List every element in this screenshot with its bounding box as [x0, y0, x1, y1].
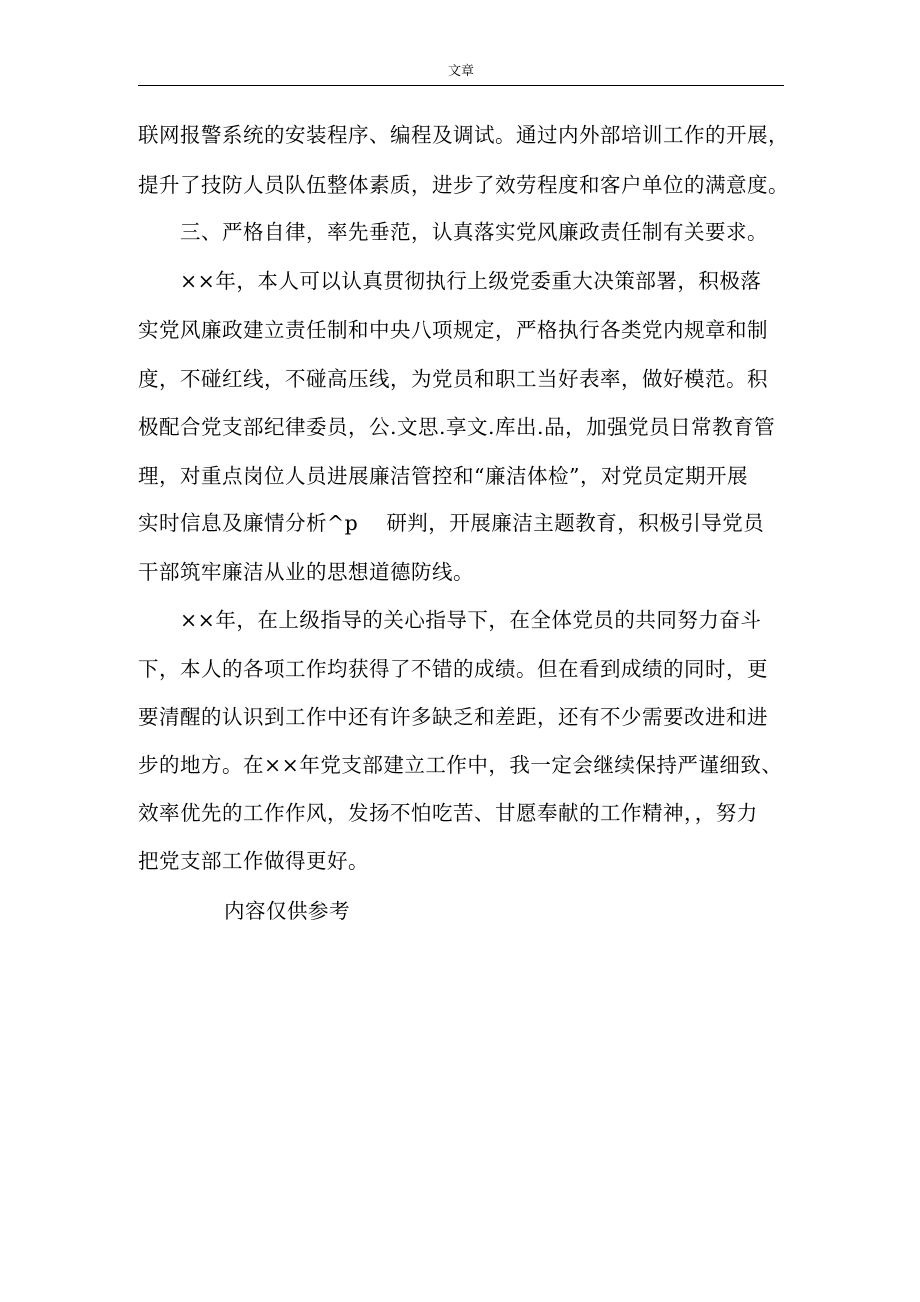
text-line: 极配合党支部纪律委员，公.文思.享文.库出.品，加强党员日常教育管: [138, 415, 776, 439]
text-line: ××年，本人可以认真贯彻执行上级党委重大决策部署，积极落: [180, 269, 762, 293]
text-line: ××年，在上级指导的关心指导下，在全体党员的共同努力奋斗: [180, 608, 762, 632]
text-line: 联网报警系统的安装程序、编程及调试。通过内外部培训工作的开展，: [138, 123, 789, 147]
text-line: 理，对重点岗位人员进展廉洁管控和“廉洁体检”，对党员定期开展: [138, 464, 748, 488]
text-line: 效率优先的工作作风，发扬不怕吃苦、甘愿奉献的工作精神，，努力: [138, 801, 758, 825]
text-line: [138, 508, 764, 538]
text-fragment: 研判，开展廉洁主题教育，积极引导党员: [386, 511, 765, 535]
text-fragment: 实时信息及廉情分析^p: [138, 511, 359, 535]
section-heading: 三、严格自律，率先垂范，认真落实党风廉政责任制有关要求。: [180, 220, 768, 244]
text-line: 步的地方。在××年党支部建立工作中，我一定会继续保持严谨细致、: [138, 753, 783, 777]
footer-note: 内容仅供参考: [224, 899, 350, 923]
header-rule: [138, 85, 784, 86]
page-header: 文章: [447, 64, 474, 79]
text-line: 度，不碰红线，不碰高压线，为党员和职工当好表率，做好模范。积: [138, 367, 768, 391]
text-line: 提升了技防人员队伍整体素质，进步了效劳程度和客户单位的满意度。: [138, 173, 789, 197]
text-line: 干部筑牢廉洁从业的思想道德防线。: [138, 560, 474, 584]
text-line: 下，本人的各项工作均获得了不错的成绩。但在看到成绩的同时，更: [138, 657, 768, 681]
text-line: 要清醒的认识到工作中还有许多缺乏和差距，还有不少需要改进和进: [138, 705, 768, 729]
text-line: 把党支部工作做得更好。: [138, 849, 369, 873]
text-line: 实党风廉政建立责任制和中央八项规定，严格执行各类党内规章和制: [138, 318, 768, 342]
